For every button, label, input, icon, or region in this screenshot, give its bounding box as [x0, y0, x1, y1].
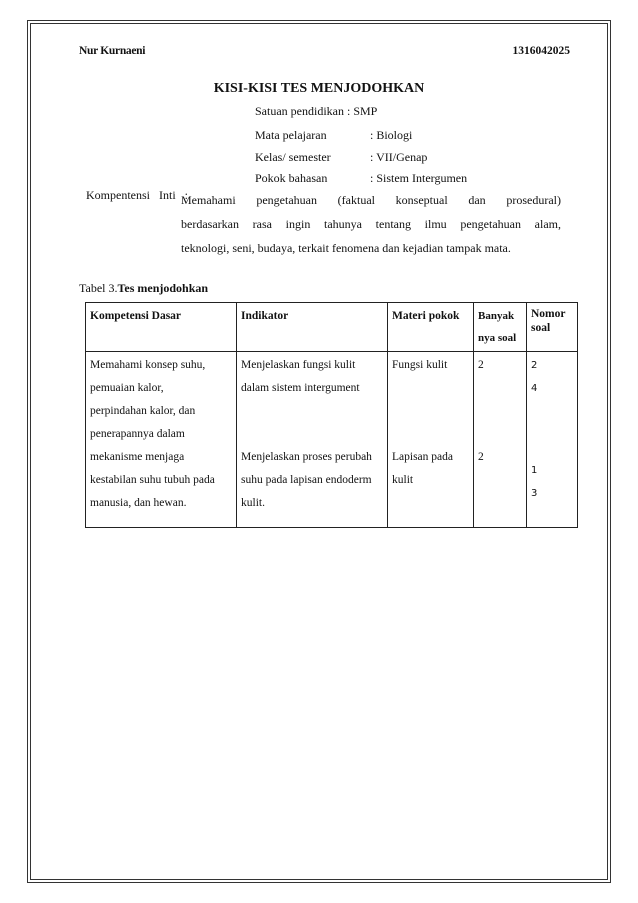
header-indikator: Indikator: [237, 303, 388, 352]
materi-line: kulit: [392, 474, 414, 486]
author-name: Nur Kurnaeni: [79, 45, 146, 57]
kompetensi-inti-line: teknologi, seni, budaya, terkait fenomena dan kejadian tampak mata.: [181, 241, 511, 255]
indikator-line: Menjelaskan proses perubah: [241, 451, 372, 463]
kompetensi-inti-label: Kompentensi Inti :: [86, 188, 188, 202]
nomor-value: 1: [531, 465, 538, 476]
meta-kelas: [255, 150, 427, 165]
kd-line: kestabilan suhu tubuh pada: [90, 474, 215, 486]
table-caption-prefix: Tabel 3.: [79, 281, 118, 295]
kd-line: perpindahan kalor, dan: [90, 405, 196, 417]
kd-line: manusia, dan hewan.: [90, 497, 187, 509]
banyak-value: 2: [478, 359, 484, 371]
nomor-value: 2: [531, 360, 538, 371]
nomor-value: 3: [531, 488, 538, 499]
document-title: KISI-KISI TES MENJODOHKAN: [213, 81, 425, 96]
table-row: [86, 352, 578, 528]
meta-value: : VII/Genap: [370, 150, 428, 164]
student-id: 1316042025: [512, 45, 570, 57]
indikator-line: dalam sistem intergument: [241, 382, 360, 394]
kd-line: mekanisme menjaga: [90, 451, 185, 463]
indikator-line: kulit.: [241, 497, 265, 509]
cell-materi-pokok: [388, 352, 474, 528]
kd-line: penerapannya dalam: [90, 428, 185, 440]
table-header-row: [86, 303, 578, 352]
indikator-line: Menjelaskan fungsi kulit: [241, 359, 356, 371]
cell-kompetensi-dasar: [86, 352, 237, 528]
meta-label: Kelas/ semester: [255, 150, 331, 164]
table-caption: [79, 281, 208, 296]
kd-line: pemuaian kalor,: [90, 382, 164, 394]
meta-label: Satuan pendidikan: [255, 104, 344, 118]
materi-line: Lapisan pada: [392, 451, 453, 463]
meta-value: : Sistem Intergumen: [370, 171, 468, 185]
meta-satuan: [255, 104, 377, 119]
cell-banyak-soal: [474, 352, 527, 528]
banyak-value: 2: [478, 451, 484, 463]
kompetensi-inti-text: [181, 188, 561, 260]
header-materi-pokok: Materi pokok: [388, 303, 474, 352]
meta-label: Mata pelajaran: [255, 128, 327, 142]
cell-nomor-soal: [527, 352, 578, 528]
kompetensi-inti-line: Memahami pengetahuan (faktual konseptual dan prosedural): [181, 193, 561, 207]
table-caption-title: Tes menjodohkan: [117, 281, 209, 295]
indikator-line: suhu pada lapisan endoderm: [241, 474, 372, 486]
meta-mapel: [255, 128, 412, 143]
header-banyak-soal: Banyak nya soal: [474, 303, 527, 352]
kisi-kisi-table: [85, 302, 578, 528]
meta-pokok: [255, 171, 467, 186]
header-kompetensi-dasar: Kompetensi Dasar: [86, 303, 237, 352]
header-nomor-soal: Nomor soal: [527, 303, 578, 352]
nomor-value: 4: [531, 383, 538, 394]
kd-line: Memahami konsep suhu,: [90, 359, 206, 371]
cell-indikator: [237, 352, 388, 528]
meta-value: : SMP: [346, 104, 378, 118]
materi-line: Fungsi kulit: [392, 359, 448, 371]
meta-label: Pokok bahasan: [255, 171, 328, 185]
kompetensi-inti-line: berdasarkan rasa ingin tahunya tentang ilmu pengetahuan alam,: [181, 217, 561, 231]
meta-value: : Biologi: [370, 128, 413, 142]
